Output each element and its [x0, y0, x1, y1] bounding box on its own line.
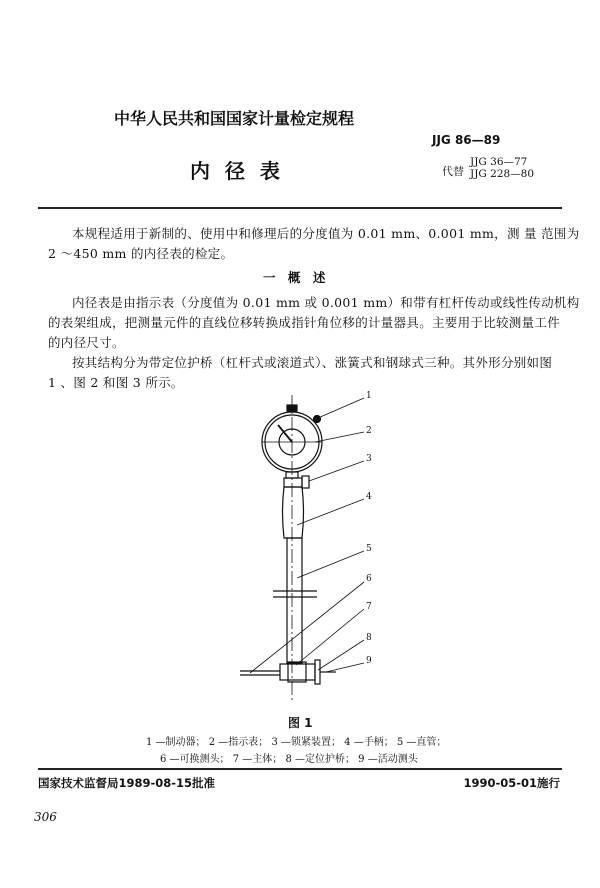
page-number: 306 — [34, 810, 57, 824]
standard-code: JJG 86—89 — [432, 133, 501, 147]
section-heading: 一 概 述 — [263, 270, 326, 285]
figure-label: 8 — [366, 633, 372, 643]
lock-screw — [302, 476, 309, 488]
approval-date: 国家技术监督局1989-08-15批准 — [38, 776, 216, 790]
figure-label: 5 — [366, 544, 372, 554]
para-line: 的内径尺寸。 — [48, 335, 125, 350]
replaces-label: 代替 — [442, 165, 464, 178]
figure-label: 4 — [366, 492, 372, 502]
intro-line: 本规程适用于新制的、使用中和修理后的分度值为 0.01 mm、0.001 mm，测 量 范围为 — [72, 226, 580, 241]
figure-label: 7 — [366, 602, 372, 612]
bridge — [315, 660, 320, 684]
figure-legend-line: 1 —制动器； 2 —指示表； 3 —锁紧装置； 4 —手柄； 5 —直管； — [146, 737, 447, 748]
para-line: 的表架组成，把测量元件的直线位移转换成指针角位移的计量器具。主要用于比较测量工件 — [48, 315, 561, 330]
document-title: 内 径 表 — [190, 159, 284, 183]
tube — [287, 538, 302, 663]
figure-legend-line: 6 —可换测头； 7 —主体； 8 —定位护桥； 9 —活动测头 — [160, 754, 418, 765]
figure-label: 6 — [366, 574, 372, 584]
main-body — [280, 664, 315, 680]
footer-rule — [38, 768, 562, 770]
figure-caption: 图 1 — [288, 716, 313, 730]
brake-knob — [314, 416, 321, 423]
pointer — [278, 425, 292, 442]
stem-cap — [287, 405, 297, 411]
replaced-standard: JJG 228—80 — [470, 168, 535, 180]
series-title: 中华人民共和国国家计量检定规程 — [114, 109, 355, 128]
effective-date: 1990-05-01施行 — [463, 776, 560, 790]
replaced-standard: JJG 36—77 — [470, 156, 528, 168]
para-line: 1 、图 2 和图 3 所示。 — [48, 375, 184, 390]
handle — [283, 487, 304, 538]
para-line: 按其结构分为带定位护桥（杠杆式或滚道式）、涨簧式和钢球式三种。其外形分别如图 — [72, 355, 553, 370]
figure-label: 1 — [366, 391, 372, 401]
para-line: 内径表是由指示表（分度值为 0.01 mm 或 0.001 mm）和带有杠杆传动或线性传动机构 — [72, 295, 580, 310]
figure-label: 9 — [366, 656, 372, 666]
figure-label: 3 — [366, 454, 372, 464]
intro-line: 2 ～450 mm 的内径表的检定。 — [48, 246, 234, 261]
figure-label: 2 — [366, 426, 372, 436]
